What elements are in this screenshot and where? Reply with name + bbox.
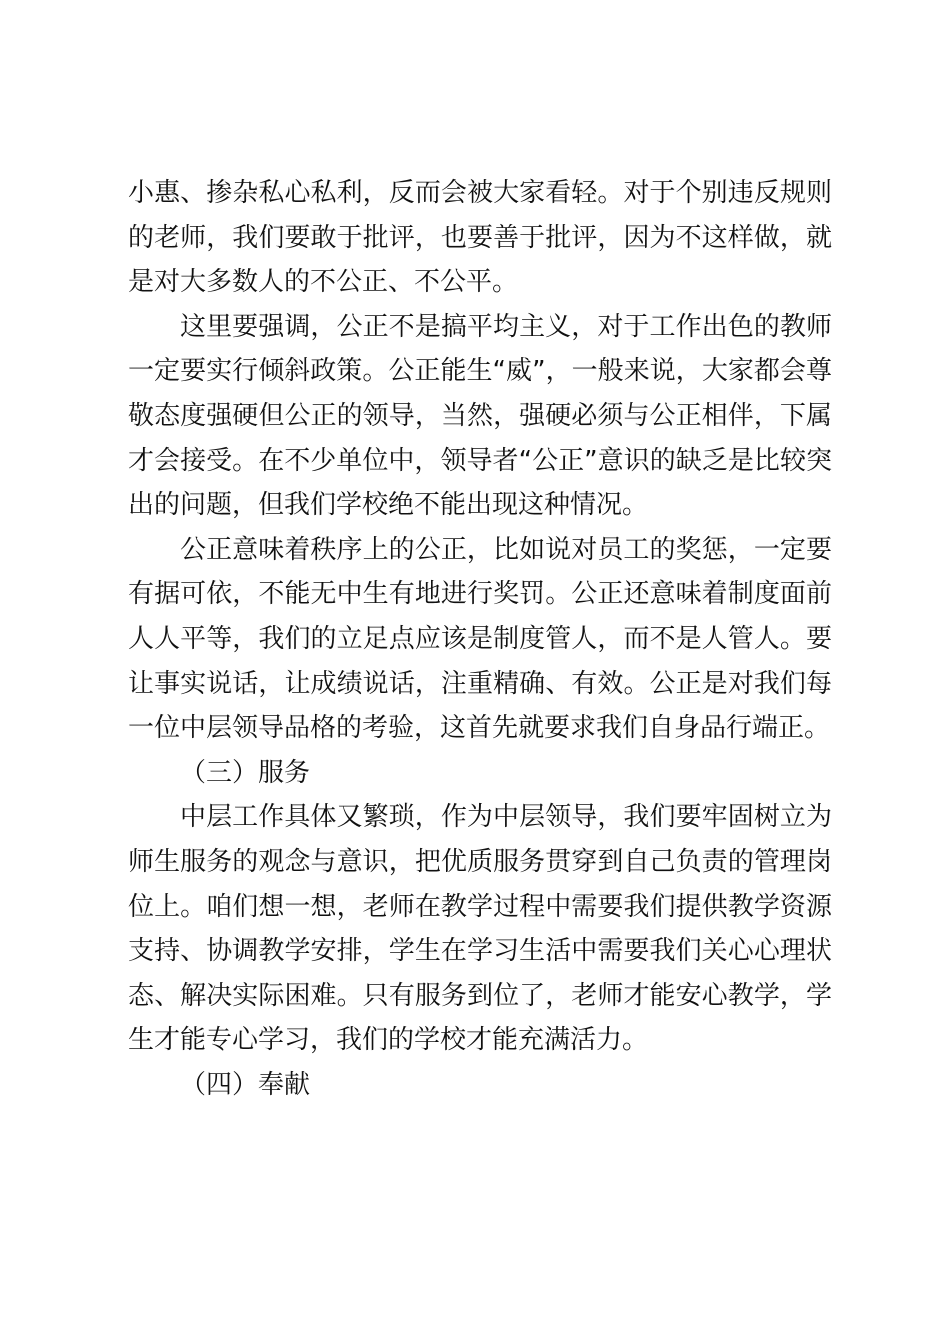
- paragraph-continuation: 小惠、掺杂私心私利，反而会被大家看轻。对于个别违反规则的老师，我们要敢于批评，也要善于批评，因为不这样做，就是对大多数人的不公正、不公平。: [128, 178, 832, 298]
- paragraph-fairness-not-egalitarian: 这里要强调，公正不是搞平均主义，对于工作出色的教师一定要实行倾斜政策。公正能生“威”，一般来说，大家都会尊敬态度强硬但公正的领导，当然，强硬必须与公正相伴，下属才会接受。在不少单位中，领导者“公正”意识的缺乏是比较突出的问题，但我们学校绝不能出现这种情况。: [128, 311, 832, 521]
- document-body: [128, 171, 832, 1107]
- section-heading-dedication: （四）奉献: [180, 1069, 311, 1100]
- section-heading-service: （三）服务: [180, 757, 311, 788]
- paragraph-fairness-order: 公正意味着秩序上的公正，比如说对员工的奖惩，一定要有据可依，不能无中生有地进行奖罚。公正还意味着制度面前人人平等，我们的立足点应该是制度管人，而不是人管人。要让事实说话，让成绩说话，注重精确、有效。公正是对我们每一位中层领导品格的考验，这首先就要求我们自身品行端正。: [128, 534, 832, 744]
- paragraph-service: 中层工作具体又繁琐，作为中层领导，我们要牢固树立为师生服务的观念与意识，把优质服务贯穿到自己负责的管理岗位上。咱们想一想，老师在教学过程中需要我们提供教学资源支持、协调教学安排，学生在学习生活中需要我们关心心理状态、解决实际困难。只有服务到位了，老师才能安心教学，学生才能专心学习，我们的学校才能充满活力。: [128, 802, 832, 1056]
